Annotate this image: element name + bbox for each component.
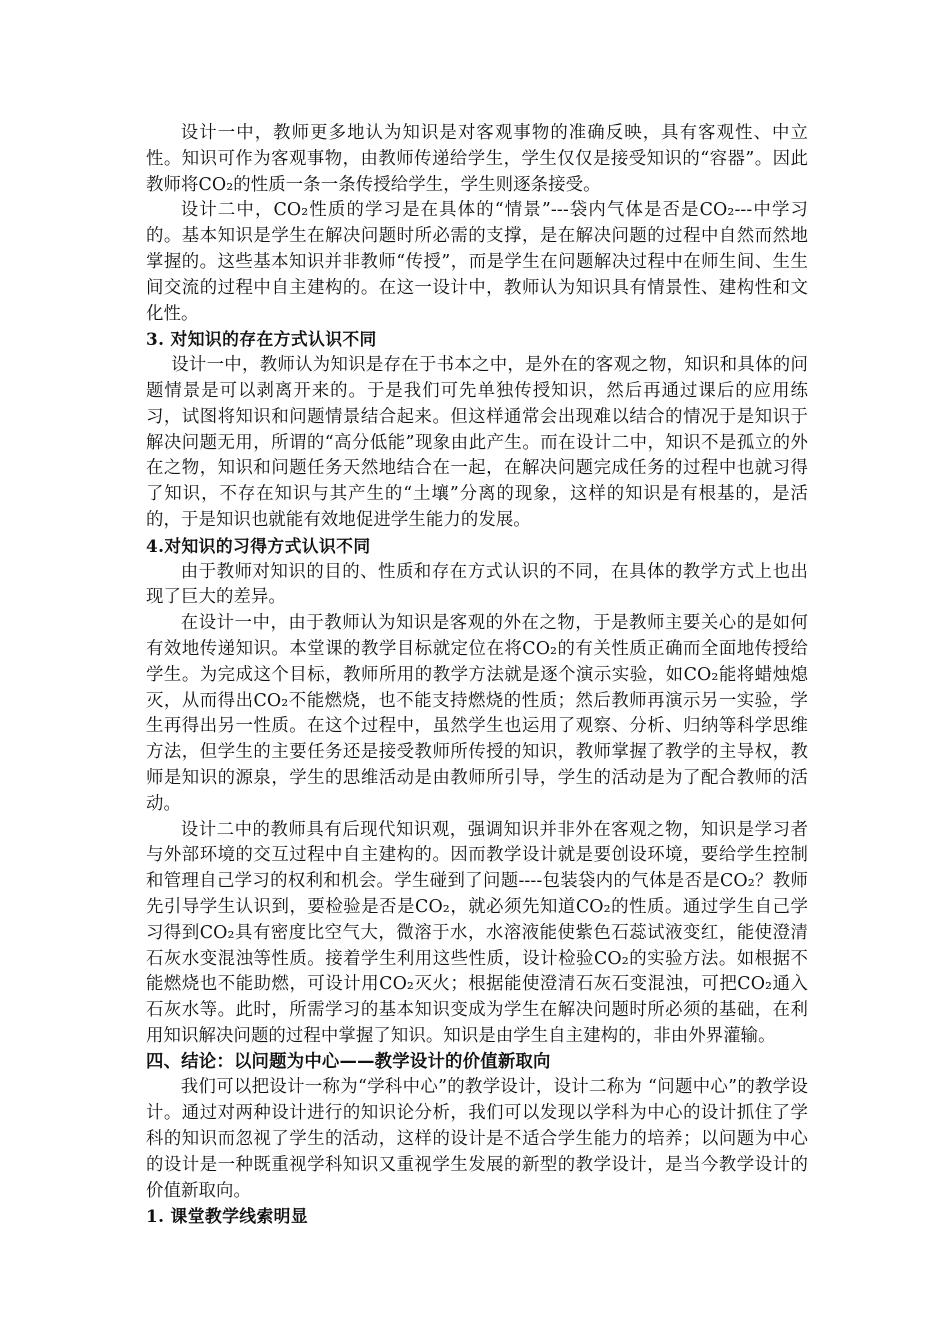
- paragraph-design-one-objectivity: 设计一中，教师更多地认为知识是对客观事物的准确反映，具有客观性、中立性。知识可作为客观事物，由教师传递给学生，学生仅仅是接受知识的“容器”。因此教师将CO₂的性质一条一条传授给学生，学生则逐条接受。: [146, 123, 808, 195]
- paragraph-teaching-method-difference: 由于教师对知识的目的、性质和存在方式认识的不同，在具体的教学方式上也出现了巨大的差异。: [146, 561, 808, 608]
- document-page: [146, 121, 808, 1230]
- paragraph-design-two-method: 设计二中的教师具有后现代知识观，强调知识并非外在客观之物，知识是学习者与外部环境的交互过程中自主建构的。因而教学设计就是要创设环境，要给学生控制和管理自己学习的权利和机会。学生碰到了问题----包装袋内的气体是否是CO₂？教师先引导学生认识到，要检验是否是CO₂，就必须先知道CO₂的性质。通过学生自己学习得到CO₂具有密度比空气大，微溶于水，水溶液能使紫色石蕊试液变红，能使澄清石灰水变混浊等性质。接着学生利用这些性质，设计检验CO₂的实验方法。如根据不能燃烧也不能助燃，可设计用CO₂灭火；根据能使澄清石灰石变混浊，可把CO₂通入石灰水等。此时，所需学习的基本知识变成为学生在解决问题时所必须的基础，在利用知识解决问题的过程中掌握了知识。知识是由学生自主建构的，非由外界灌输。: [146, 819, 808, 1046]
- paragraph-design-two-situational: 设计二中，CO₂性质的学习是在具体的“情景”---袋内气体是否是CO₂---中学习的。基本知识是学生在解决问题时所必需的支撑，是在解决问题的过程中自然而然地掌握的。这些基本知识并非教师“传授”，而是学生在问题解决过程中在师生间、生生间交流的过程中自主建构的。在这一设计中，教师认为知识具有情景性、建构性和文化性。: [146, 200, 808, 324]
- paragraph-conclusion: 我们可以把设计一称为“学科中心”的教学设计，设计二称为 “问题中心”的教学设计。通过对两种设计进行的知识论分析，我们可以发现以学科为中心的设计抓住了学科的知识而忽视了学生的活动，这样的设计是不适合学生能力的培养；以问题为中心的设计是一种既重视学科知识又重视学生发展的新型的教学设计，是当今教学设计的价值新取向。: [146, 1077, 808, 1201]
- heading-classroom-clue: 1. 课堂教学线索明显: [146, 1206, 309, 1227]
- heading-knowledge-existence: 3. 对知识的存在方式认识不同: [146, 329, 377, 350]
- heading-conclusion: 四、结论：以问题为中心——教学设计的价值新取向: [146, 1051, 551, 1072]
- heading-knowledge-acquisition: 4.对知识的习得方式认识不同: [146, 535, 371, 556]
- paragraph-design-one-method: 在设计一中，由于教师认为知识是客观的外在之物，于是教师主要关心的是如何有效地传递知识。本堂课的教学目标就定位在将CO₂的有关性质正确而全面地传授给学生。为完成这个目标，教师所用的教学方法就是逐个演示实验，如CO₂能将蜡烛熄灭，从而得出CO₂不能燃烧，也不能支持燃烧的性质；然后教师再演示另一实验，学生再得出另一性质。在这个过程中，虽然学生也运用了观察、分析、归纳等科学思维方法，但学生的主要任务还是接受教师所传授的知识，教师掌握了教学的主导权，教师是知识的源泉，学生的思维活动是由教师所引导，学生的活动是为了配合教师的活动。: [146, 613, 808, 814]
- paragraph-knowledge-existence: 设计一中，教师认为知识是存在于书本之中，是外在的客观之物，知识和具体的问题情景是可以剥离开来的。于是我们可先单独传授知识，然后再通过课后的应用练习，试图将知识和问题情景结合起来。但这样通常会出现难以结合的情况于是知识于解决问题无用，所谓的“高分低能”现象由此产生。而在设计二中，知识不是孤立的外在之物，知识和问题任务天然地结合在一起，在解决问题完成任务的过程中也就习得了知识，不存在知识与其产生的“土壤”分离的现象，这样的知识是有根基的，是活的，于是知识也就能有效地促进学生能力的发展。: [146, 355, 808, 530]
